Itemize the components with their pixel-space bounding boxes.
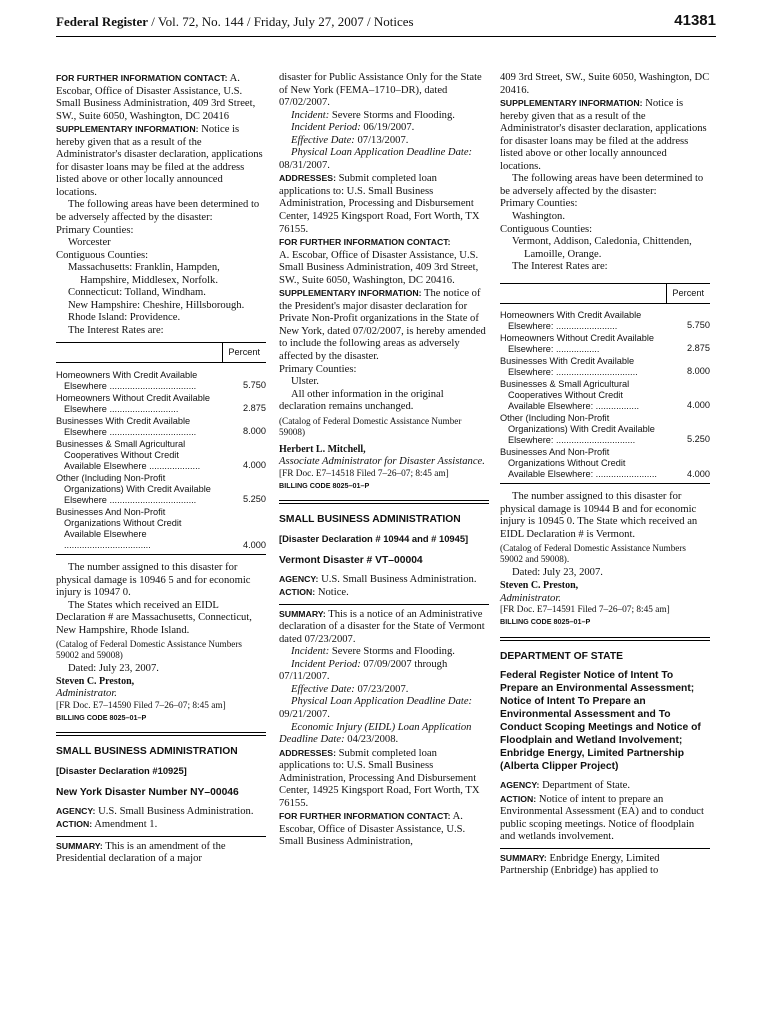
rate-label: Businesses With Credit Available Elsewhere .................................. (56, 415, 197, 437)
rate-label: Businesses With Credit Available Elsewhere: ................................ (500, 356, 638, 378)
ffic-text: A. Escobar, Office of Disaster Assistance, U.S. Small Business Administration, 409 3rd Street, SW., Suite 6050, Washington, DC 20416 (56, 73, 256, 122)
supp-label: SUPPLEMENTARY INFORMATION: (279, 288, 422, 299)
billing-code: BILLING CODE 8025–01–P (56, 712, 147, 722)
fr-doc: [FR Doc. E7–14518 Filed 7–26–07; 8:45 am] (279, 468, 449, 479)
rates-intro: The Interest Rates are: (512, 261, 608, 273)
summary-text: This is an amendment of the Presidential declaration of a major (56, 840, 226, 865)
effective-text: 07/13/2007. (357, 134, 409, 146)
summary-line (56, 840, 266, 866)
supp-paragraph (500, 97, 710, 173)
agency-line (56, 805, 266, 819)
other-info: All other information in the original declaration remains unchanged. (279, 388, 444, 413)
addresses-label: ADDRESSES: (279, 173, 336, 184)
supp-text: The notice of the President's major disaster declaration for Private Non-Profit organizations in the State of New York, dated 07/02/2007, is hereby amended to include the following areas as adversely affected by the disaster. (279, 288, 486, 363)
action-line (500, 793, 710, 844)
billing-code: BILLING CODE 8025–01–P (500, 617, 591, 627)
summary-label: SUMMARY: (56, 840, 103, 851)
ffic-paragraph (279, 236, 489, 287)
period-label: Incident Period: (291, 122, 361, 134)
signer-title: Associate Administrator for Disaster Assistance. (279, 456, 485, 468)
period-line (279, 122, 489, 135)
signer-title: Administrator. (56, 688, 117, 700)
table-row (500, 412, 710, 446)
deadline-line (279, 696, 489, 721)
action-label: ACTION: (500, 793, 537, 804)
agency-heading: SMALL BUSINESS ADMINISTRATION (56, 746, 238, 758)
fr-doc: [FR Doc. E7–14590 Filed 7–26–07; 8:45 am] (56, 700, 226, 711)
table-row (56, 506, 266, 555)
dated-line: Dated: July 23, 2007. (68, 663, 159, 675)
summary-text: This is a notice of an Administrative declaration of a disaster for the State of Vermont dated 07/23/2007. (279, 608, 485, 645)
rate-value: 4.000 (687, 400, 710, 411)
primary-county: Worcester (68, 237, 111, 249)
primary-label: Primary Counties: (500, 198, 578, 210)
signer-title: Administrator. (500, 592, 561, 604)
section-rule (56, 732, 266, 733)
agency-label: AGENCY: (56, 805, 96, 816)
section-rule (279, 500, 489, 501)
incident-line (279, 110, 489, 123)
agency-text: U.S. Small Business Administration. (321, 573, 477, 585)
rate-label: Businesses And Non-Profit Organizations Without Credit Available Elsewhere .................................. (56, 506, 222, 555)
summary-rule (279, 604, 489, 605)
table-row (500, 309, 710, 332)
rate-label: Other (Including Non-Profit Organizations) With Credit Available Elsewhere: ............................... (500, 413, 655, 446)
section-rule (500, 637, 710, 638)
rate-value: 5.250 (687, 434, 710, 445)
areas-text: The following areas have been determined to be adversely affected by the disaster: (500, 173, 704, 197)
table-row (56, 369, 266, 392)
summary-line (279, 608, 489, 647)
addresses-label: ADDRESSES: (279, 747, 336, 758)
catalog-note: (Catalog of Federal Domestic Assistance Number 59008) (279, 415, 462, 437)
notice-title: Federal Register Notice of Intent To Prepare an Environmental Assessment; Notice of Intent To Prepare an Environmental Assessment and To Conduct Scoping Meetings and Notice of Floodplain and Wetland Involvement; Enbridge Energy, Limited Partnership (Alberta Clipper Project) (500, 670, 701, 773)
ffic-text: A. Escobar, Office of Disaster Assistance, U.S. Small Business Administration, 409 3rd Street, SW., Suite 6050, Washington, DC 20416. (279, 249, 479, 286)
signer-name: Steven C. Preston, (56, 675, 135, 687)
table-header-percent: Percent (222, 343, 266, 363)
agency-text: Department of State. (542, 780, 631, 792)
agency-heading: DEPARTMENT OF STATE (500, 650, 623, 662)
incident-text: Severe Storms and Flooding. (331, 646, 455, 658)
catalog-note: (Catalog of Federal Domestic Assistance Numbers 59002 and 59008) (56, 639, 243, 661)
action-text: Amendment 1. (94, 819, 158, 831)
period-label: Incident Period: (291, 658, 361, 670)
page-header (56, 14, 716, 38)
rate-value: 8.000 (243, 425, 266, 436)
continuation-text: disaster for Public Assistance Only for the State of New York (FEMA–1710–DR), dated 07/02/2007. (279, 72, 482, 109)
deadline-line (279, 147, 489, 172)
table-header-percent: Percent (666, 283, 710, 303)
ffic-paragraph (279, 810, 489, 849)
summary-rule (500, 848, 710, 849)
disaster-number-text: The number assigned to this disaster for physical damage is 10944 B and for economic injury is 10945 0. The State which received an EIDL Declaration # is Vermont. (500, 491, 698, 540)
effective-text: 07/23/2007. (357, 683, 409, 695)
addresses-line (279, 172, 489, 236)
primary-county: Washington. (512, 211, 565, 223)
agency-label: AGENCY: (500, 780, 540, 791)
incident-label: Incident: (291, 109, 330, 121)
period-text: 07/09/2007 through 07/11/2007. (279, 658, 448, 683)
effective-line (279, 135, 489, 148)
action-text: Notice of intent to prepare an Environmental Assessment (EA) and to conduct public scoping meetings. Notice of floodplain and wetlands involvement. (500, 793, 704, 843)
signer-name: Steven C. Preston, (500, 579, 579, 591)
interest-rates-table (56, 342, 266, 555)
rate-value: 5.250 (243, 493, 266, 504)
contig-county: Massachusetts: Franklin, Hampden, Hampshire, Middlesex, Norfolk. (68, 262, 220, 286)
table-row (56, 392, 266, 415)
column-2 (279, 72, 489, 849)
table-row (500, 355, 710, 378)
rate-label: Businesses & Small Agricultural Cooperatives Without Credit Available Elsewhere: ................. (500, 379, 640, 412)
fr-doc: [FR Doc. E7–14591 Filed 7–26–07; 8:45 am] (500, 605, 670, 616)
table-row (500, 332, 710, 355)
notice-title: Vermont Disaster # VT–00004 (279, 554, 423, 566)
primary-county: Ulster. (291, 376, 319, 388)
rate-label: Other (Including Non-Profit Organizations) With Credit Available Elsewhere .................................. (56, 472, 211, 505)
table-row (500, 378, 710, 412)
ffic-label: FOR FURTHER INFORMATION CONTACT: (279, 811, 451, 822)
eidl-label: Economic Injury (EIDL) Loan Application Deadline Date: (279, 721, 472, 746)
rate-value: 2.875 (243, 402, 266, 413)
action-line (56, 818, 266, 832)
period-line (279, 659, 489, 684)
rate-label: Homeowners With Credit Available Elsewhere .................................. (56, 369, 198, 391)
section-rule (500, 640, 710, 641)
deadline-label: Physical Loan Application Deadline Date: (291, 696, 473, 708)
header-rule (56, 36, 716, 37)
page-number: 41381 (674, 12, 716, 29)
eidl-text: 04/23/2008. (347, 734, 399, 746)
ffic-paragraph (56, 72, 266, 123)
journal-title: Federal Register (56, 14, 149, 29)
action-label: ACTION: (56, 819, 93, 830)
ffic-label: FOR FURTHER INFORMATION CONTACT: (279, 237, 451, 248)
ffic-text: A. Escobar, Office of Disaster Assistance, U.S. Small Business Administration, (279, 811, 466, 848)
supp-text: Notice is hereby given that as a result of the Administrator's disaster declaration, applications for disaster loans may be filed at the address listed above or other locally announced locations. (56, 124, 263, 198)
rate-value: 4.000 (222, 506, 266, 555)
supp-label: SUPPLEMENTARY INFORMATION: (500, 98, 643, 109)
table-row (56, 415, 266, 438)
contig-label: Contiguous Counties: (500, 223, 593, 235)
catalog-note: (Catalog of Federal Domestic Assistance Numbers 59002 and 59008). (500, 543, 687, 565)
summary-label: SUMMARY: (279, 608, 326, 619)
rate-value: 5.750 (687, 320, 710, 331)
continuation-text: 409 3rd Street, SW., Suite 6050, Washington, DC 20416. (500, 72, 710, 96)
agency-label: AGENCY: (279, 573, 319, 584)
rate-label: Businesses & Small Agricultural Cooperatives Without Credit Available Elsewhere .................... (56, 438, 201, 471)
period-text: 06/19/2007. (363, 122, 415, 134)
interest-rates-table (500, 283, 710, 485)
supp-label: SUPPLEMENTARY INFORMATION: (56, 124, 199, 135)
incident-label: Incident: (291, 646, 330, 658)
contig-county: Vermont, Addison, Caledonia, Chittenden, Lamoille, Orange. (512, 236, 692, 260)
rate-label: Businesses And Non-Profit Organizations Without Credit Available Elsewhere: ........................ (500, 446, 666, 484)
table-row (56, 472, 266, 506)
summary-rule (56, 836, 266, 837)
deadline-text: 08/31/2007. (279, 159, 330, 171)
eidl-line (279, 722, 489, 747)
disaster-number-text: The number assigned to this disaster for physical damage is 10946 5 and for economic injury is 10947 0. (56, 561, 251, 599)
ffic-label: FOR FURTHER INFORMATION CONTACT: (56, 73, 228, 83)
rates-intro: The Interest Rates are: (68, 324, 164, 336)
column-1 (56, 72, 266, 866)
rate-value: 5.750 (243, 379, 266, 390)
issue-info: / Vol. 72, No. 144 / Friday, July 27, 2007 / Notices (148, 14, 414, 29)
summary-text: Enbridge Energy, Limited Partnership (Enbridge) has applied to (500, 852, 660, 877)
action-text: Notice. (317, 587, 349, 599)
deadline-label: Physical Loan Application Deadline Date: (291, 147, 473, 159)
section-rule (56, 735, 266, 736)
rate-label: Homeowners Without Credit Available Elsewhere: ................. (500, 333, 655, 355)
rate-value: 2.875 (687, 343, 710, 354)
section-rule (279, 503, 489, 504)
deadline-text: 09/21/2007. (279, 708, 330, 720)
signer-name: Herbert L. Mitchell, (279, 443, 366, 455)
column-3 (500, 72, 710, 878)
action-label: ACTION: (279, 587, 316, 598)
agency-line (279, 573, 489, 587)
supp-paragraph (279, 287, 489, 363)
contig-label: Contiguous Counties: (56, 249, 149, 261)
addresses-text: Submit completed loan applications to: U.S. Small Business Administration, Processing and Disbursement Center, 14925 Kingsport Road, Fort Worth, TX 76155. (279, 173, 480, 235)
effective-label: Effective Date: (291, 134, 355, 146)
rate-value: 4.000 (666, 446, 710, 484)
action-line (279, 586, 489, 600)
declaration-number: [Disaster Declaration # 10944 and # 10945] (279, 532, 469, 544)
rate-value: 8.000 (687, 366, 710, 377)
states-text: The States which received an EIDL Declaration # are Massachusetts, Connecticut, New Hampshire, Rhode Island. (56, 599, 252, 636)
agency-line (500, 779, 710, 793)
table-header-blank (56, 343, 222, 363)
agency-heading: SMALL BUSINESS ADMINISTRATION (279, 514, 461, 526)
summary-line (500, 852, 710, 878)
incident-line (279, 646, 489, 659)
rate-label: Homeowners With Credit Available Elsewhere: ........................ (500, 310, 642, 332)
dated-line: Dated: July 23, 2007. (512, 567, 603, 579)
declaration-number: [Disaster Declaration #10925] (56, 765, 187, 776)
contig-county: Rhode Island: Providence. (68, 312, 181, 324)
table-row (56, 438, 266, 472)
contig-county: Connecticut: Tolland, Windham. (68, 287, 206, 299)
table-header-blank (500, 283, 666, 303)
agency-text: U.S. Small Business Administration. (98, 805, 254, 817)
effective-label: Effective Date: (291, 683, 355, 695)
incident-text: Severe Storms and Flooding. (331, 109, 455, 121)
supp-paragraph (56, 123, 266, 199)
effective-line (279, 684, 489, 697)
addresses-text: Submit completed loan applications to: U.S. Small Business Administration, Processing And Disbursement Center, 14925 Kingsport Road, Fort Worth, TX 76155. (279, 747, 480, 809)
areas-text: The following areas have been determined to be adversely affected by the disaster: (56, 199, 260, 224)
rate-label: Homeowners Without Credit Available Elsewhere ........................... (56, 392, 211, 414)
summary-label: SUMMARY: (500, 852, 547, 863)
rate-value: 4.000 (243, 459, 266, 470)
billing-code: BILLING CODE 8025–01–P (279, 480, 370, 490)
primary-label: Primary Counties: (279, 363, 357, 375)
running-head (56, 14, 414, 29)
supp-text: Notice is hereby given that as a result of the Administrator's disaster declaration, applications for disaster loans may be filed at the address listed above or other locally announced locations. (500, 98, 707, 172)
addresses-line (279, 747, 489, 811)
notice-title: New York Disaster Number NY–00046 (56, 786, 239, 798)
primary-label: Primary Counties: (56, 224, 134, 236)
table-row (500, 446, 710, 484)
contig-county: New Hampshire: Cheshire, Hillsborough. (68, 299, 245, 311)
